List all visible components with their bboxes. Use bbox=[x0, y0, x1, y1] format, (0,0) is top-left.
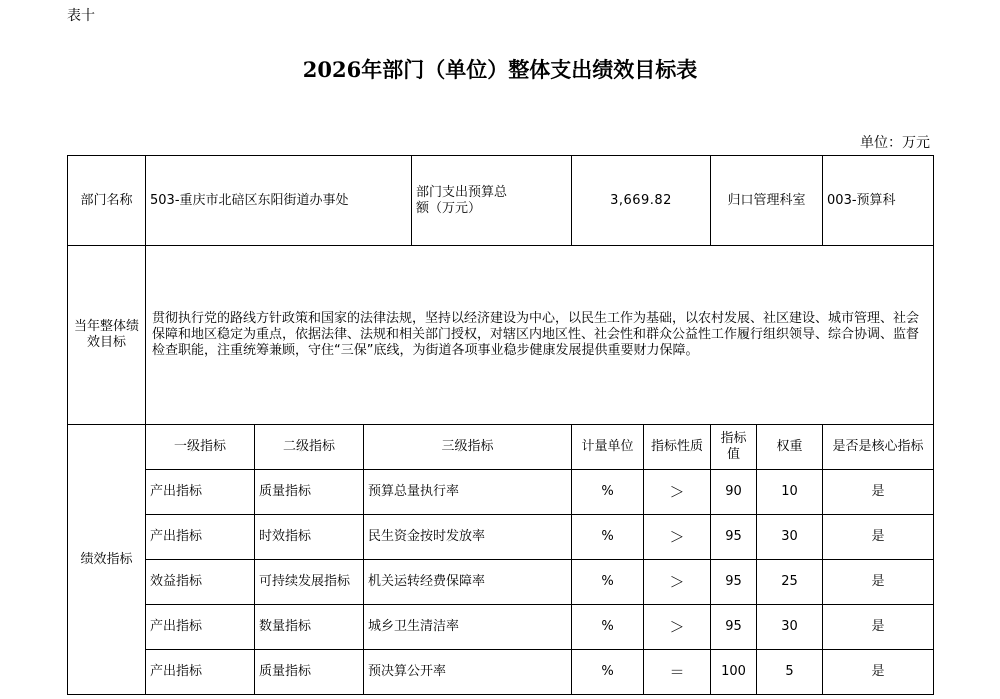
dept-name-value: 503-重庆市北碚区东阳街道办事处 bbox=[146, 156, 412, 246]
row-nature: ＝ bbox=[644, 650, 711, 695]
goal-text: 贯彻执行党的路线方针政策和国家的法律法规，坚持以经济建设为中心，以民生工作为基础，以农村发展、社区建设、城市管理、社会保障和地区稳定为重点，依据法律、法规和相关部门授权，对辖区内地区性、社会性和群众公益性工作履行组织领导、综合协调、监督检查职能，注重统筹兼顾，守住“三保”底线，为街道各项事业稳步健康发展提供重要财力保障。 bbox=[146, 246, 934, 425]
unit-label: 单位：万元 bbox=[860, 135, 930, 151]
row-unit: % bbox=[572, 470, 644, 515]
row-core: 是 bbox=[823, 515, 934, 560]
table-row bbox=[68, 470, 934, 515]
table-row bbox=[68, 515, 934, 560]
row-weight: 10 bbox=[757, 470, 823, 515]
row-core: 是 bbox=[823, 470, 934, 515]
table-row bbox=[68, 560, 934, 605]
row-core: 是 bbox=[823, 605, 934, 650]
table-row bbox=[68, 650, 934, 695]
budget-total-label: 部门支出预算总额（万元） bbox=[412, 156, 572, 246]
header-core: 是否是核心指标 bbox=[823, 425, 934, 470]
row-level2: 数量指标 bbox=[255, 605, 364, 650]
row-value: 100 bbox=[711, 650, 757, 695]
row-nature: ＞ bbox=[644, 560, 711, 605]
table-number: 表十 bbox=[67, 8, 95, 24]
indicators-label: 绩效指标 bbox=[68, 425, 146, 695]
row-value: 95 bbox=[711, 605, 757, 650]
row-nature: ＞ bbox=[644, 470, 711, 515]
header-weight: 权重 bbox=[757, 425, 823, 470]
row-core: 是 bbox=[823, 560, 934, 605]
row-nature: ＞ bbox=[644, 605, 711, 650]
row-weight: 30 bbox=[757, 605, 823, 650]
header-nature: 指标性质 bbox=[644, 425, 711, 470]
goal-row bbox=[68, 246, 934, 425]
office-label: 归口管理科室 bbox=[711, 156, 823, 246]
row-nature: ＞ bbox=[644, 515, 711, 560]
row-level2: 质量指标 bbox=[255, 650, 364, 695]
row-level1: 产出指标 bbox=[146, 605, 255, 650]
header-level1: 一级指标 bbox=[146, 425, 255, 470]
goal-label: 当年整体绩效目标 bbox=[68, 246, 146, 425]
row-value: 90 bbox=[711, 470, 757, 515]
row-weight: 30 bbox=[757, 515, 823, 560]
row-value: 95 bbox=[711, 560, 757, 605]
office-value: 003-预算科 bbox=[823, 156, 934, 246]
performance-table bbox=[67, 155, 934, 695]
row-value: 95 bbox=[711, 515, 757, 560]
row-level3: 预算总量执行率 bbox=[364, 470, 572, 515]
row-level3: 预决算公开率 bbox=[364, 650, 572, 695]
row-level1: 产出指标 bbox=[146, 515, 255, 560]
dept-name-label: 部门名称 bbox=[68, 156, 146, 246]
info-row bbox=[68, 156, 934, 246]
row-weight: 25 bbox=[757, 560, 823, 605]
row-level3: 机关运转经费保障率 bbox=[364, 560, 572, 605]
row-level3: 民生资金按时发放率 bbox=[364, 515, 572, 560]
row-unit: % bbox=[572, 515, 644, 560]
row-level1: 效益指标 bbox=[146, 560, 255, 605]
header-value: 指标值 bbox=[711, 425, 757, 470]
table-row bbox=[68, 605, 934, 650]
row-level1: 产出指标 bbox=[146, 650, 255, 695]
header-level2: 二级指标 bbox=[255, 425, 364, 470]
budget-total-value: 3,669.82 bbox=[572, 156, 711, 246]
row-weight: 5 bbox=[757, 650, 823, 695]
row-level2: 时效指标 bbox=[255, 515, 364, 560]
row-unit: % bbox=[572, 605, 644, 650]
header-level3: 三级指标 bbox=[364, 425, 572, 470]
row-level2: 可持续发展指标 bbox=[255, 560, 364, 605]
row-level2: 质量指标 bbox=[255, 470, 364, 515]
indicator-header-row bbox=[68, 425, 934, 470]
row-unit: % bbox=[572, 560, 644, 605]
header-unit: 计量单位 bbox=[572, 425, 644, 470]
row-unit: % bbox=[572, 650, 644, 695]
page-title: 2026年部门（单位）整体支出绩效目标表 bbox=[302, 57, 698, 82]
row-level3: 城乡卫生清洁率 bbox=[364, 605, 572, 650]
row-core: 是 bbox=[823, 650, 934, 695]
row-level1: 产出指标 bbox=[146, 470, 255, 515]
